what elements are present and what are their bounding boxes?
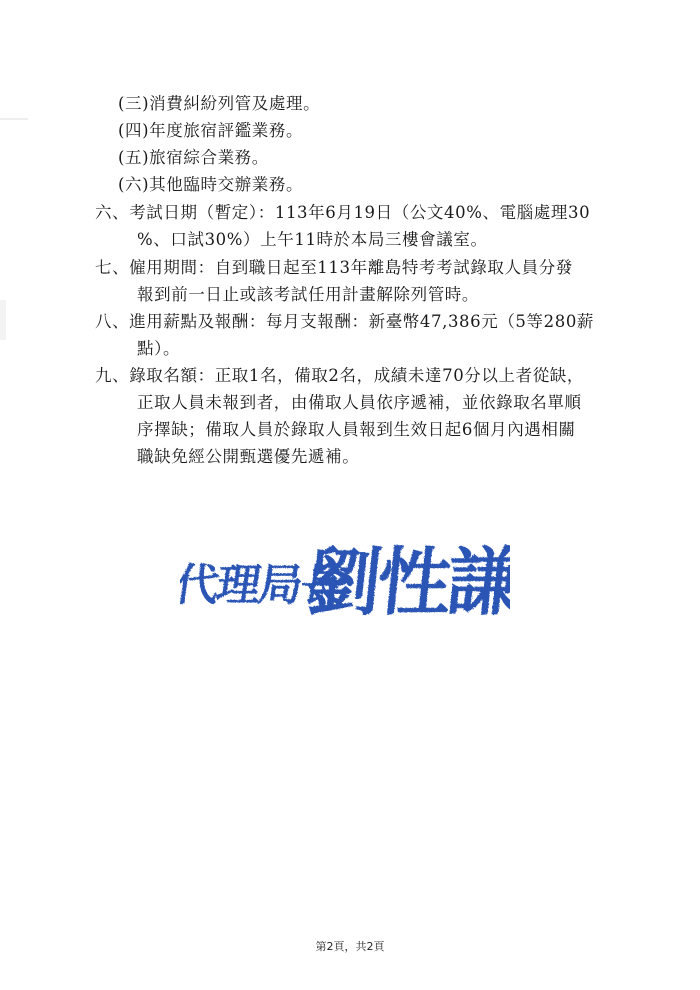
item-8-line-2: 點）。 (137, 339, 181, 358)
sub-item-4: (四)年度旅宿評鑑業務。 (118, 121, 304, 140)
sub-item-3: (三)消費糾紛列管及處理。 (118, 94, 321, 113)
scan-artifact (0, 118, 28, 120)
item-6-line-2: %、口試30%）上午11時於本局三樓會議室。 (137, 230, 488, 249)
seal-name-text: 劉性謙 (302, 539, 510, 626)
item-9-line-3: 序擇缺；備取人員於錄取人員報到生效日起6個月內遇相關 (137, 420, 576, 439)
sub-item-5: (五)旅宿綜合業務。 (118, 148, 269, 167)
item-8-line-1: 八、進用薪點及報酬：每月支報酬：新臺幣47,386元（5等280薪 (95, 312, 595, 331)
signature-seal (180, 520, 510, 630)
sub-item-6: (六)其他臨時交辦業務。 (118, 175, 304, 194)
item-9-line-4: 職缺免經公開甄選優先遞補。 (137, 447, 360, 466)
item-6-line-1: 六、考試日期（暫定）：113年6月19日（公文40%、電腦處理30 (95, 203, 591, 222)
scan-artifact (0, 300, 6, 340)
item-9-line-1: 九、錄取名額：正取1名，備取2名，成績未達70分以上者從缺， (95, 366, 584, 385)
item-9-line-2: 正取人員未報到者，由備取人員依序遞補，並依錄取名單順 (137, 393, 582, 412)
seal-title-text: 代理局長 (180, 559, 347, 611)
item-7-line-2: 報到前一日止或該考試任用計畫解除列管時。 (137, 285, 479, 304)
item-7-line-1: 七、僱用期間：自到職日起至113年離島特考考試錄取人員分發 (95, 258, 573, 277)
page-footer: 第2頁，共2頁 (315, 940, 385, 953)
